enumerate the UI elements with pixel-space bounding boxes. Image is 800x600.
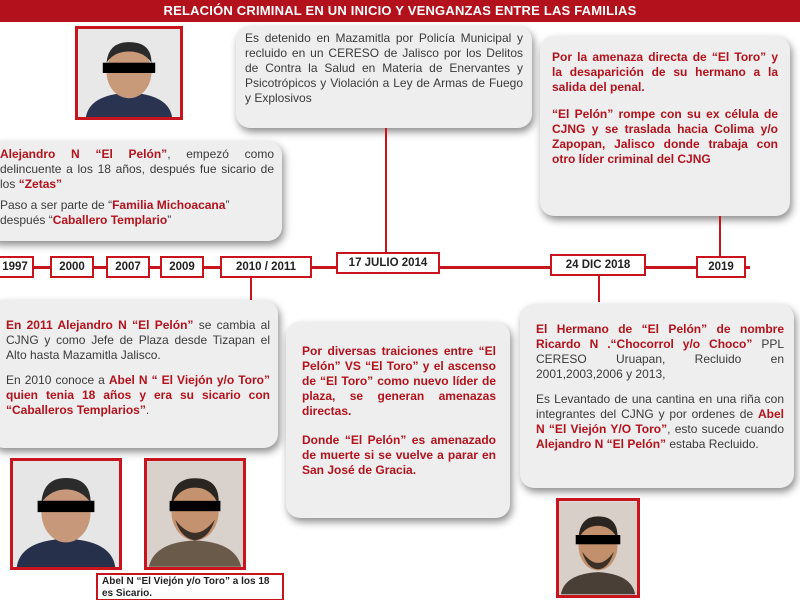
person-portrait-icon (559, 501, 637, 595)
2011-paragraph-1 (6, 318, 270, 363)
date-2007: 2007 (106, 256, 150, 278)
name-familia-michoacana: Familia Michoacana (112, 198, 226, 212)
origins-text-2: Paso a ser parte de “ (0, 198, 113, 212)
brother-paragraph-2 (536, 392, 784, 452)
box-origins (0, 141, 282, 241)
brother-paragraph-1 (536, 322, 784, 382)
date-24-dic-2018: 24 DIC 2018 (550, 254, 646, 276)
betrayal-paragraph-2: Donde “El Pelón” es amenazado de muerte si se vuelve a parar en San José de Gracia. (302, 433, 496, 477)
betrayal-paragraph-1: Por diversas traiciones entre “El Pelón” VS “El Toro” y el ascenso de “El Toro” como nuevo líder de plaza, se generan amenazas directas. (302, 344, 496, 418)
origins-text-1: , empezó como delincuente a los 18 años, después fue sicario de los (0, 147, 274, 191)
2011-text-2: En 2010 conoce a (6, 373, 109, 387)
photo-ricardo-choco (556, 498, 640, 598)
caption-el-viejon: Abel N “El Viejón y/o Toro” a los 18 es Sicario. (96, 573, 284, 600)
2011-paragraph-2 (6, 373, 270, 418)
name-el-viejon-toro-2: Abel N “El Viejón Y/O Toro” (536, 407, 784, 436)
box-brother (520, 304, 794, 488)
photo-el-pelon-top (75, 26, 183, 120)
box-threat (540, 36, 790, 216)
name-el-pelon-2: Alejandro N “El Pelón” (536, 437, 667, 451)
person-portrait-icon (147, 461, 243, 567)
connector-2018 (598, 276, 600, 302)
name-el-viejon-toro: Abel N “ El Viejón y/o Toro” quien tenia 18 años y era su sicario con “Caballeros Templarios” (6, 373, 270, 417)
date-17-julio-2014: 17 JULIO 2014 (336, 252, 440, 274)
date-2000: 2000 (50, 256, 94, 278)
date-2010-2011: 2010 / 2011 (220, 256, 312, 278)
threat-paragraph-1: Por la amenaza directa de “El Toro” y la desaparición de su hermano a la salida del penal. (552, 50, 778, 94)
brother-text-3: , esto sucede cuando (667, 422, 784, 436)
origins-text-3: ” después “ (0, 198, 230, 227)
origins-paragraph-1 (0, 147, 274, 192)
box-2011 (0, 300, 278, 448)
name-el-pelon-2011: En 2011 Alejandro N “El Pelón” (6, 318, 194, 332)
brother-text-1: PPL CERESO Uruapan, Recluido en 2001,2003,2006 y 2013, (536, 337, 784, 381)
date-2019: 2019 (696, 256, 746, 278)
page-title: RELACIÓN CRIMINAL EN UN INICIO Y VENGANZAS ENTRE LAS FAMILIAS (0, 0, 800, 22)
date-1997: 1997 (0, 256, 34, 278)
photo-el-viejon-toro (144, 458, 246, 570)
photo-el-pelon-bottom (10, 458, 122, 570)
name-ricardo-choco: El Hermano de “El Pelón” de nombre Ricardo N .“Chocorrol y/o Choco” (536, 322, 784, 351)
origins-text-4: ” (167, 213, 172, 227)
2011-text-1: se cambia al CJNG y como Jefe de Plaza desde Tizapan el Alto hasta Mazamitla Jalisco. (6, 318, 271, 362)
name-caballero-templario: Caballero Templario (52, 213, 168, 227)
origins-paragraph-2 (0, 198, 274, 228)
connector-2011 (250, 278, 252, 300)
2011-text-3: . (145, 403, 150, 417)
connector-threat (719, 216, 721, 256)
name-el-pelon: Alejandro N “El Pelón” (0, 147, 168, 161)
person-portrait-icon (13, 461, 119, 567)
box-betrayal (286, 322, 510, 518)
threat-paragraph-2: “El Pelón” rompe con su ex célula de CJNG y se traslada hacia Colima y/o Zapopan, Jalisco donde trabaja con otro líder criminal del CJNG (552, 107, 778, 166)
person-portrait-icon (78, 29, 180, 117)
box-arrest (236, 26, 532, 128)
arrest-text: Es detenido en Mazamitla por Policía Municipal y recluido en un CERESO de Jalisco por los Delitos de Contra la Salud en Materia de Enervantes y Psicotrópicos y Violación a Ley de Armas de Fuego y Explosivos (245, 31, 523, 105)
date-2009: 2009 (160, 256, 204, 278)
connector-arrest (385, 128, 387, 254)
name-zetas: “Zetas” (18, 177, 63, 191)
brother-text-4: estaba Recluido. (666, 437, 759, 451)
brother-text-2: Es Levantado de una cantina en una riña con integrantes del CJNG y por ordenes de (536, 392, 784, 421)
